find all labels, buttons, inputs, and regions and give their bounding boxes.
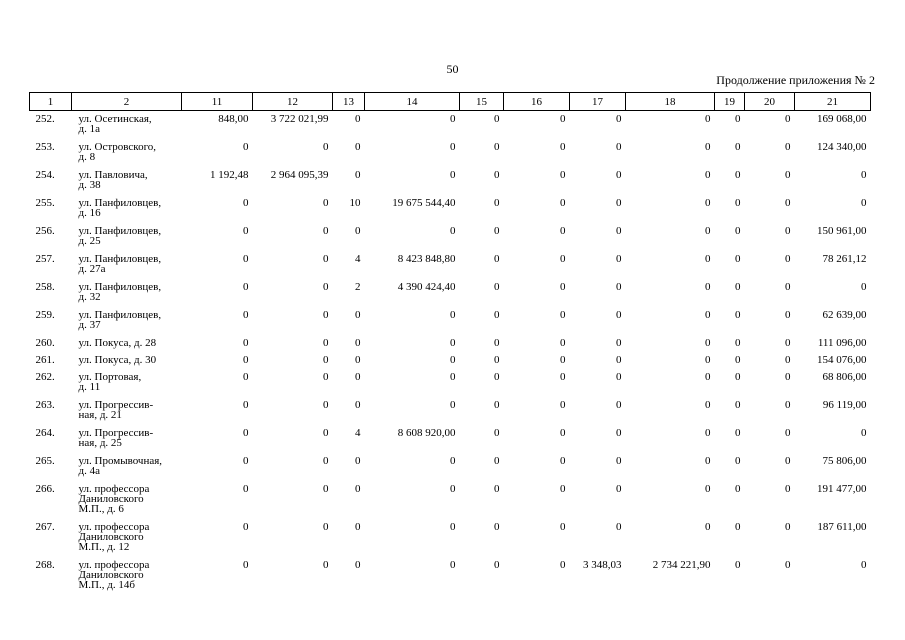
value-cell: 0 bbox=[705, 520, 711, 533]
value-cell: 0 bbox=[705, 482, 711, 495]
value-cell: 0 bbox=[861, 196, 867, 209]
value-cell: 0 bbox=[616, 336, 622, 349]
value-cell: 4 390 424,40 bbox=[397, 280, 456, 293]
value-cell: 0 bbox=[450, 454, 456, 467]
address-cell bbox=[72, 453, 182, 481]
address-line: ная, д. 25 bbox=[78, 436, 122, 449]
address-line: ул. профессора bbox=[78, 558, 150, 571]
row-number: 256. bbox=[35, 224, 55, 237]
value-cell: 0 bbox=[560, 196, 566, 209]
value-cell: 0 bbox=[323, 520, 329, 533]
row-number: 258. bbox=[35, 280, 55, 293]
value-cell: 2 964 095,39 bbox=[270, 168, 329, 181]
value-cell: 0 bbox=[243, 482, 249, 495]
address-cell bbox=[72, 397, 182, 425]
value-cell: 0 bbox=[735, 252, 741, 265]
value-cell: 0 bbox=[494, 224, 500, 237]
value-cell: 0 bbox=[735, 224, 741, 237]
value-cell: 0 bbox=[450, 520, 456, 533]
column-header: 16 bbox=[504, 93, 570, 111]
value-cell: 0 bbox=[735, 482, 741, 495]
value-cell: 111 096,00 bbox=[817, 336, 867, 349]
continuation-label: Продолжение приложения № 2 bbox=[716, 73, 875, 87]
value-cell: 0 bbox=[243, 520, 249, 533]
row-number: 261. bbox=[35, 353, 55, 366]
address-line: М.П., д. 12 bbox=[78, 540, 130, 553]
value-cell: 0 bbox=[560, 224, 566, 237]
value-cell: 0 bbox=[785, 140, 791, 153]
column-header: 19 bbox=[715, 93, 745, 111]
value-cell: 0 bbox=[735, 308, 741, 321]
value-cell: 0 bbox=[785, 224, 791, 237]
page-number: 50 bbox=[446, 62, 459, 76]
address-line: ная, д. 21 bbox=[78, 408, 122, 421]
value-cell: 0 bbox=[560, 520, 566, 533]
value-cell: 0 bbox=[323, 370, 329, 383]
value-cell: 8 608 920,00 bbox=[397, 426, 456, 439]
value-cell: 0 bbox=[735, 454, 741, 467]
row-number: 265. bbox=[35, 454, 55, 467]
value-cell: 0 bbox=[560, 336, 566, 349]
value-cell: 0 bbox=[861, 426, 867, 439]
row-number: 264. bbox=[35, 426, 55, 439]
table-row bbox=[30, 481, 871, 519]
value-cell: 0 bbox=[494, 482, 500, 495]
table-row bbox=[30, 352, 871, 369]
value-cell: 0 bbox=[450, 336, 456, 349]
value-cell: 0 bbox=[355, 113, 361, 125]
table-row bbox=[30, 369, 871, 397]
address-line: ул. Панфиловцев, bbox=[78, 224, 162, 237]
row-number: 266. bbox=[35, 482, 55, 495]
value-cell: 0 bbox=[450, 168, 456, 181]
value-cell: 0 bbox=[243, 353, 249, 366]
value-cell: 8 423 848,80 bbox=[397, 252, 456, 265]
column-header: 1 bbox=[30, 93, 72, 111]
value-cell: 0 bbox=[785, 113, 791, 125]
value-cell: 0 bbox=[323, 336, 329, 349]
value-cell: 0 bbox=[560, 398, 566, 411]
column-header: 17 bbox=[570, 93, 626, 111]
value-cell: 0 bbox=[861, 558, 867, 571]
address-line: д. 16 bbox=[78, 206, 101, 219]
address-cell bbox=[72, 307, 182, 335]
value-cell: 0 bbox=[735, 520, 741, 533]
value-cell: 0 bbox=[560, 140, 566, 153]
address-cell bbox=[72, 519, 182, 557]
address-line: ул. Прогрессив- bbox=[78, 426, 154, 439]
value-cell: 154 076,00 bbox=[817, 353, 867, 366]
row-number: 252. bbox=[35, 113, 55, 125]
value-cell: 0 bbox=[785, 280, 791, 293]
value-cell: 0 bbox=[450, 558, 456, 571]
value-cell: 0 bbox=[705, 398, 711, 411]
value-cell: 0 bbox=[243, 336, 249, 349]
table-row bbox=[30, 111, 871, 139]
value-cell: 0 bbox=[705, 336, 711, 349]
row-number: 253. bbox=[35, 140, 55, 153]
row-number: 259. bbox=[35, 308, 55, 321]
value-cell: 0 bbox=[494, 336, 500, 349]
value-cell: 62 639,00 bbox=[822, 308, 867, 321]
value-cell: 0 bbox=[705, 196, 711, 209]
value-cell: 0 bbox=[560, 308, 566, 321]
value-cell: 0 bbox=[705, 140, 711, 153]
table-row bbox=[30, 139, 871, 167]
value-cell: 0 bbox=[861, 168, 867, 181]
value-cell: 68 806,00 bbox=[822, 370, 867, 383]
value-cell: 0 bbox=[616, 252, 622, 265]
column-header: 18 bbox=[626, 93, 715, 111]
address-cell bbox=[72, 425, 182, 453]
address-line: М.П., д. 14б bbox=[78, 578, 135, 591]
value-cell: 0 bbox=[705, 168, 711, 181]
value-cell: 0 bbox=[785, 482, 791, 495]
value-cell: 3 722 021,99 bbox=[270, 113, 329, 125]
value-cell: 0 bbox=[735, 398, 741, 411]
value-cell: 0 bbox=[243, 454, 249, 467]
value-cell: 2 bbox=[355, 280, 361, 293]
value-cell: 75 806,00 bbox=[822, 454, 867, 467]
value-cell: 0 bbox=[355, 353, 361, 366]
value-cell: 0 bbox=[705, 353, 711, 366]
address-cell bbox=[72, 223, 182, 251]
value-cell: 0 bbox=[785, 520, 791, 533]
value-cell: 0 bbox=[450, 370, 456, 383]
table-row bbox=[30, 307, 871, 335]
address-cell bbox=[72, 167, 182, 195]
column-header: 11 bbox=[182, 93, 253, 111]
value-cell: 0 bbox=[323, 482, 329, 495]
value-cell: 0 bbox=[616, 398, 622, 411]
row-number: 268. bbox=[35, 558, 55, 571]
value-cell: 0 bbox=[785, 336, 791, 349]
value-cell: 0 bbox=[450, 140, 456, 153]
value-cell: 0 bbox=[450, 224, 456, 237]
address-cell bbox=[72, 279, 182, 307]
address-cell bbox=[72, 481, 182, 519]
value-cell: 0 bbox=[323, 140, 329, 153]
column-header: 14 bbox=[365, 93, 460, 111]
value-cell: 0 bbox=[494, 113, 500, 125]
value-cell: 0 bbox=[735, 370, 741, 383]
address-line: ул. Осетинская, bbox=[78, 113, 152, 125]
value-cell: 0 bbox=[450, 398, 456, 411]
value-cell: 0 bbox=[243, 140, 249, 153]
value-cell: 0 bbox=[735, 336, 741, 349]
value-cell: 0 bbox=[494, 252, 500, 265]
value-cell: 0 bbox=[243, 280, 249, 293]
value-cell: 0 bbox=[785, 168, 791, 181]
row-number: 262. bbox=[35, 370, 55, 383]
table-row bbox=[30, 195, 871, 223]
value-cell: 3 348,03 bbox=[583, 558, 622, 571]
value-cell: 0 bbox=[560, 558, 566, 571]
value-cell: 0 bbox=[355, 308, 361, 321]
value-cell: 169 068,00 bbox=[817, 113, 867, 125]
value-cell: 0 bbox=[494, 370, 500, 383]
value-cell: 0 bbox=[785, 196, 791, 209]
value-cell: 0 bbox=[735, 113, 741, 125]
value-cell: 0 bbox=[705, 308, 711, 321]
value-cell: 0 bbox=[560, 353, 566, 366]
value-cell: 0 bbox=[494, 454, 500, 467]
address-cell bbox=[72, 557, 182, 595]
address-line: д. 4а bbox=[78, 464, 100, 477]
address-line: д. 38 bbox=[78, 178, 101, 191]
value-cell: 0 bbox=[705, 280, 711, 293]
value-cell: 0 bbox=[705, 454, 711, 467]
address-cell bbox=[72, 195, 182, 223]
value-cell: 0 bbox=[785, 370, 791, 383]
column-header: 21 bbox=[795, 93, 871, 111]
row-number: 257. bbox=[35, 252, 55, 265]
value-cell: 0 bbox=[785, 454, 791, 467]
value-cell: 0 bbox=[323, 308, 329, 321]
address-line: ул. Покуса, д. 30 bbox=[78, 353, 157, 366]
value-cell: 0 bbox=[355, 398, 361, 411]
value-cell: 0 bbox=[243, 426, 249, 439]
column-header: 12 bbox=[253, 93, 333, 111]
address-line: д. 37 bbox=[78, 318, 101, 331]
address-cell bbox=[72, 369, 182, 397]
value-cell: 0 bbox=[616, 168, 622, 181]
column-header: 2 bbox=[72, 93, 182, 111]
value-cell: 0 bbox=[616, 482, 622, 495]
value-cell: 0 bbox=[616, 280, 622, 293]
value-cell: 0 bbox=[494, 280, 500, 293]
value-cell: 0 bbox=[735, 168, 741, 181]
table-row bbox=[30, 425, 871, 453]
address-line: ул. Покуса, д. 28 bbox=[78, 336, 157, 349]
table-row bbox=[30, 251, 871, 279]
value-cell: 0 bbox=[785, 558, 791, 571]
value-cell: 0 bbox=[785, 308, 791, 321]
value-cell: 0 bbox=[323, 252, 329, 265]
address-line: д. 27а bbox=[78, 262, 106, 275]
address-line: ул. Панфиловцев, bbox=[78, 196, 162, 209]
table-row bbox=[30, 335, 871, 352]
address-line: д. 1а bbox=[78, 123, 100, 135]
value-cell: 0 bbox=[705, 113, 711, 125]
value-cell: 0 bbox=[705, 224, 711, 237]
value-cell: 0 bbox=[355, 168, 361, 181]
table-row bbox=[30, 557, 871, 595]
value-cell: 0 bbox=[355, 224, 361, 237]
value-cell: 0 bbox=[785, 398, 791, 411]
value-cell: 0 bbox=[355, 140, 361, 153]
row-number: 267. bbox=[35, 520, 55, 533]
value-cell: 0 bbox=[861, 280, 867, 293]
value-cell: 0 bbox=[560, 252, 566, 265]
address-line: Даниловского bbox=[78, 568, 144, 581]
table-row bbox=[30, 167, 871, 195]
value-cell: 0 bbox=[616, 370, 622, 383]
value-cell: 191 477,00 bbox=[817, 482, 867, 495]
value-cell: 0 bbox=[243, 558, 249, 571]
value-cell: 0 bbox=[355, 454, 361, 467]
value-cell: 0 bbox=[243, 224, 249, 237]
value-cell: 0 bbox=[560, 426, 566, 439]
value-cell: 0 bbox=[494, 520, 500, 533]
value-cell: 0 bbox=[323, 353, 329, 366]
value-cell: 0 bbox=[560, 370, 566, 383]
value-cell: 0 bbox=[450, 308, 456, 321]
value-cell: 0 bbox=[616, 308, 622, 321]
value-cell: 0 bbox=[450, 482, 456, 495]
value-cell: 0 bbox=[323, 280, 329, 293]
value-cell: 0 bbox=[494, 308, 500, 321]
value-cell: 96 119,00 bbox=[822, 398, 867, 411]
value-cell: 0 bbox=[494, 426, 500, 439]
value-cell: 19 675 544,40 bbox=[392, 196, 456, 209]
value-cell: 0 bbox=[494, 398, 500, 411]
value-cell: 0 bbox=[616, 353, 622, 366]
value-cell: 0 bbox=[323, 426, 329, 439]
value-cell: 0 bbox=[243, 196, 249, 209]
value-cell: 0 bbox=[560, 113, 566, 125]
row-number: 263. bbox=[35, 398, 55, 411]
table-row bbox=[30, 519, 871, 557]
value-cell: 1 192,48 bbox=[210, 168, 249, 181]
address-line: д. 32 bbox=[78, 290, 101, 303]
address-cell bbox=[72, 251, 182, 279]
data-table bbox=[29, 92, 871, 595]
address-line: ул. Прогрессив- bbox=[78, 398, 154, 411]
value-cell: 0 bbox=[355, 482, 361, 495]
table-row bbox=[30, 397, 871, 425]
value-cell: 0 bbox=[705, 370, 711, 383]
value-cell: 150 961,00 bbox=[817, 224, 867, 237]
address-line: ул. Островского, bbox=[78, 140, 157, 153]
address-line: ул. Панфиловцев, bbox=[78, 280, 162, 293]
value-cell: 0 bbox=[705, 252, 711, 265]
column-header: 13 bbox=[333, 93, 365, 111]
address-cell bbox=[72, 352, 182, 369]
value-cell: 0 bbox=[450, 353, 456, 366]
value-cell: 10 bbox=[349, 196, 361, 209]
value-cell: 0 bbox=[323, 454, 329, 467]
value-cell: 0 bbox=[450, 113, 456, 125]
address-cell bbox=[72, 111, 182, 139]
value-cell: 0 bbox=[323, 224, 329, 237]
value-cell: 0 bbox=[735, 196, 741, 209]
value-cell: 0 bbox=[616, 113, 622, 125]
address-line: Даниловского bbox=[78, 492, 144, 505]
address-line: ул. Промывочная, bbox=[78, 454, 163, 467]
address-line: ул. Панфиловцев, bbox=[78, 252, 162, 265]
value-cell: 0 bbox=[560, 454, 566, 467]
value-cell: 0 bbox=[616, 196, 622, 209]
column-header: 20 bbox=[745, 93, 795, 111]
table-row bbox=[30, 279, 871, 307]
value-cell: 0 bbox=[494, 558, 500, 571]
value-cell: 0 bbox=[494, 140, 500, 153]
address-line: д. 8 bbox=[78, 150, 96, 163]
value-cell: 0 bbox=[355, 558, 361, 571]
value-cell: 0 bbox=[735, 140, 741, 153]
value-cell: 0 bbox=[355, 520, 361, 533]
table-row bbox=[30, 223, 871, 251]
value-cell: 0 bbox=[323, 398, 329, 411]
value-cell: 4 bbox=[355, 252, 361, 265]
value-cell: 0 bbox=[243, 308, 249, 321]
value-cell: 2 734 221,90 bbox=[652, 558, 711, 571]
value-cell: 0 bbox=[735, 280, 741, 293]
value-cell: 0 bbox=[616, 224, 622, 237]
value-cell: 78 261,12 bbox=[822, 252, 867, 265]
address-cell bbox=[72, 335, 182, 352]
table-row bbox=[30, 453, 871, 481]
address-line: д. 11 bbox=[78, 380, 101, 393]
row-number: 255. bbox=[35, 196, 55, 209]
value-cell: 0 bbox=[616, 454, 622, 467]
address-line: ул. профессора bbox=[78, 482, 150, 495]
value-cell: 0 bbox=[355, 370, 361, 383]
address-line: ул. профессора bbox=[78, 520, 150, 533]
header-row bbox=[30, 93, 871, 111]
address-line: ул. Панфиловцев, bbox=[78, 308, 162, 321]
value-cell: 0 bbox=[616, 140, 622, 153]
value-cell: 0 bbox=[560, 280, 566, 293]
value-cell: 0 bbox=[616, 426, 622, 439]
value-cell: 0 bbox=[735, 558, 741, 571]
value-cell: 0 bbox=[243, 370, 249, 383]
value-cell: 4 bbox=[355, 426, 361, 439]
column-header: 15 bbox=[460, 93, 504, 111]
value-cell: 0 bbox=[560, 168, 566, 181]
value-cell: 0 bbox=[494, 196, 500, 209]
value-cell: 0 bbox=[355, 336, 361, 349]
address-cell bbox=[72, 139, 182, 167]
value-cell: 0 bbox=[735, 426, 741, 439]
value-cell: 848,00 bbox=[218, 113, 249, 125]
value-cell: 0 bbox=[494, 353, 500, 366]
address-line: ул. Павловича, bbox=[78, 168, 148, 181]
value-cell: 0 bbox=[785, 426, 791, 439]
value-cell: 0 bbox=[785, 353, 791, 366]
address-line: д. 25 bbox=[78, 234, 101, 247]
row-number: 254. bbox=[35, 168, 55, 181]
value-cell: 0 bbox=[735, 353, 741, 366]
address-line: ул. Портовая, bbox=[78, 370, 142, 383]
value-cell: 0 bbox=[243, 252, 249, 265]
value-cell: 187 611,00 bbox=[817, 520, 867, 533]
value-cell: 0 bbox=[785, 252, 791, 265]
value-cell: 124 340,00 bbox=[817, 140, 867, 153]
value-cell: 0 bbox=[323, 196, 329, 209]
value-cell: 0 bbox=[560, 482, 566, 495]
value-cell: 0 bbox=[323, 558, 329, 571]
address-line: Даниловского bbox=[78, 530, 144, 543]
value-cell: 0 bbox=[243, 398, 249, 411]
value-cell: 0 bbox=[705, 426, 711, 439]
value-cell: 0 bbox=[616, 520, 622, 533]
address-line: М.П., д. 6 bbox=[78, 502, 124, 515]
row-number: 260. bbox=[35, 336, 55, 349]
value-cell: 0 bbox=[494, 168, 500, 181]
